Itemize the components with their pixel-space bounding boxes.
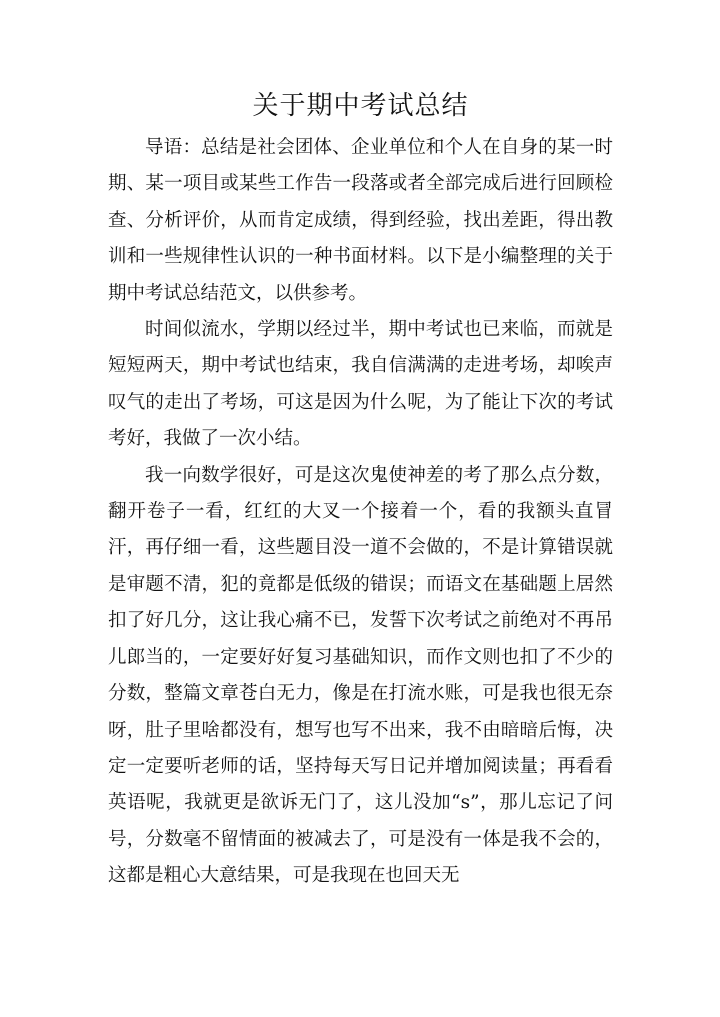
- document-title: 关于期中考试总结: [252, 91, 469, 121]
- paragraph-intro: 导语：总结是社会团体、企业单位和个人在自身的某一时期、某一项目或某些工作告一段落或者全部完成后进行回顾检查、分析评价，从而肯定成绩，得到经验，找出差距，得出教训和一些规律性认识的一种书面材料。以下是小编整理的关于期中考试总结范文，以供参考。: [108, 137, 613, 304]
- paragraph-subject-review: 我一向数学很好，可是这次鬼使神差的考了那么点分数，翻开卷子一看，红红的大叉一个接着一个，看的我额头直冒汗，再仔细一看，这些题目没一道不会做的，不是计算错误就是审题不清，犯的竟都是低级的错误；而语文在基础题上居然扣了好几分，这让我心痛不已，发誓下次考试之前绝对不再吊儿郎当的，一定要好好复习基础知识，而作文则也扣了不少的分数，整篇文章苍白无力，像是在打流水账，可是我也很无奈呀，肚子里啥都没有，想写也写不出来，我不由暗暗后悔，决定一定要听老师的话，坚持每天写日记并增加阅读量；再看看英语呢，我就更是欲诉无门了，这儿没加“s”，那儿忘记了问号，分数毫不留情面的被减去了，可是没有一体是我不会的，这都是粗心大意结果，可是我现在也回天无: [108, 464, 613, 887]
- paragraph-exam-time: 时间似流水，学期以经过半，期中考试也已来临，而就是短短两天，期中考试也结束，我自信满满的走进考场，却唉声叹气的走出了考场，可这是因为什么呢，为了能让下次的考试考好，我做了一次小结。: [108, 319, 613, 450]
- document-page: [108, 86, 613, 895]
